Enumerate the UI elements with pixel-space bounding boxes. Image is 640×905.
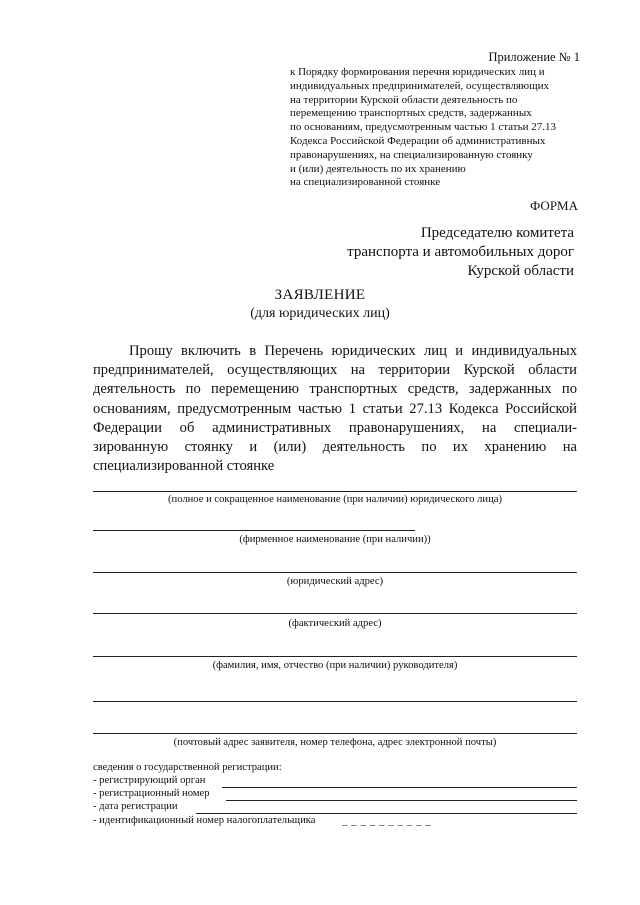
- contacts-caption: (почтовый адрес заявителя, номер телефона, адрес электронной почты): [173, 737, 497, 748]
- addressee-line: Председателю комитета: [420, 225, 574, 241]
- addressee-block: [347, 224, 574, 281]
- body-line: основаниям, предусмотренным частью 1 статьи 27.13 Кодекса Российской: [93, 400, 577, 417]
- registration-authority-label: - регистрирующий орган: [93, 775, 206, 786]
- inn-field[interactable]: _ _ _ _ _ _ _ _ _ _: [342, 815, 432, 827]
- addressee-line: транспорта и автомобильных дорог: [347, 244, 574, 260]
- appendix-line: перемещению транспортных средств, задержанных: [290, 107, 532, 120]
- registration-number-label: - регистрационный номер: [93, 788, 210, 799]
- actual-address-caption: (фактический адрес): [288, 618, 382, 629]
- registration-heading: сведения о государственной регистрации:: [93, 762, 282, 773]
- appendix-line: по основаниям, предусмотренным частью 1 статьи 27.13: [290, 121, 556, 134]
- body-line: зированную стоянку и (или) деятельность по их хранению на: [93, 439, 577, 456]
- appendix-number: Приложение № 1: [488, 50, 580, 64]
- appendix-line: и (или) деятельность по их хранению: [290, 162, 466, 175]
- body-line: Федерации об административных правонарушениях, на специали-: [93, 419, 577, 436]
- application-body: [93, 342, 577, 476]
- contacts-field-line-2[interactable]: [93, 733, 577, 734]
- appendix-line: правонарушениях, на специализированную стоянку: [290, 148, 533, 161]
- legal-address-field[interactable]: [93, 572, 577, 573]
- form-label: ФОРМА: [530, 198, 578, 213]
- full-name-field[interactable]: [93, 491, 577, 492]
- registration-number-field[interactable]: [226, 800, 577, 801]
- head-name-field[interactable]: [93, 656, 577, 657]
- body-line: Прошу включить в Перечень юридических лиц и индивидуальных: [129, 343, 577, 359]
- appendix-line: к Порядку формирования перечня юридических лиц и: [290, 66, 545, 78]
- registration-date-field[interactable]: [196, 813, 577, 814]
- document-subtitle: (для юридических лиц): [250, 306, 390, 321]
- body-line: предпринимателей, осуществляющих на территории Курской области: [93, 362, 577, 379]
- contacts-field-line-1[interactable]: [93, 701, 577, 702]
- body-line: специализированной стоянке: [93, 458, 275, 475]
- inn-label: - идентификационный номер налогоплательщика: [93, 815, 316, 826]
- appendix-line: Кодекса Российской Федерации об административных: [290, 134, 546, 147]
- actual-address-field[interactable]: [93, 613, 577, 614]
- full-name-caption: (полное и сокращенное наименование (при наличии) юридического лица): [168, 494, 502, 505]
- brand-name-caption: (фирменное наименование (при наличии)): [239, 534, 431, 545]
- head-name-caption: (фамилия, имя, отчество (при наличии) руководителя): [212, 660, 458, 671]
- legal-address-caption: (юридический адрес): [286, 576, 384, 587]
- appendix-line: на территории Курской области деятельность по: [290, 93, 518, 106]
- registration-date-label: - дата регистрации: [93, 801, 178, 812]
- addressee-line: Курской области: [467, 263, 574, 279]
- appendix-reference: [290, 66, 590, 190]
- appendix-line: индивидуальных предпринимателей, осуществляющих: [290, 79, 549, 92]
- document-title: ЗАЯВЛЕНИЕ: [274, 287, 366, 303]
- appendix-line: на специализированной стоянке: [290, 176, 441, 189]
- registration-authority-field[interactable]: [222, 787, 577, 788]
- brand-name-field[interactable]: [93, 530, 415, 531]
- body-line: деятельность по перемещению транспортных средств, задержанных по: [93, 381, 577, 398]
